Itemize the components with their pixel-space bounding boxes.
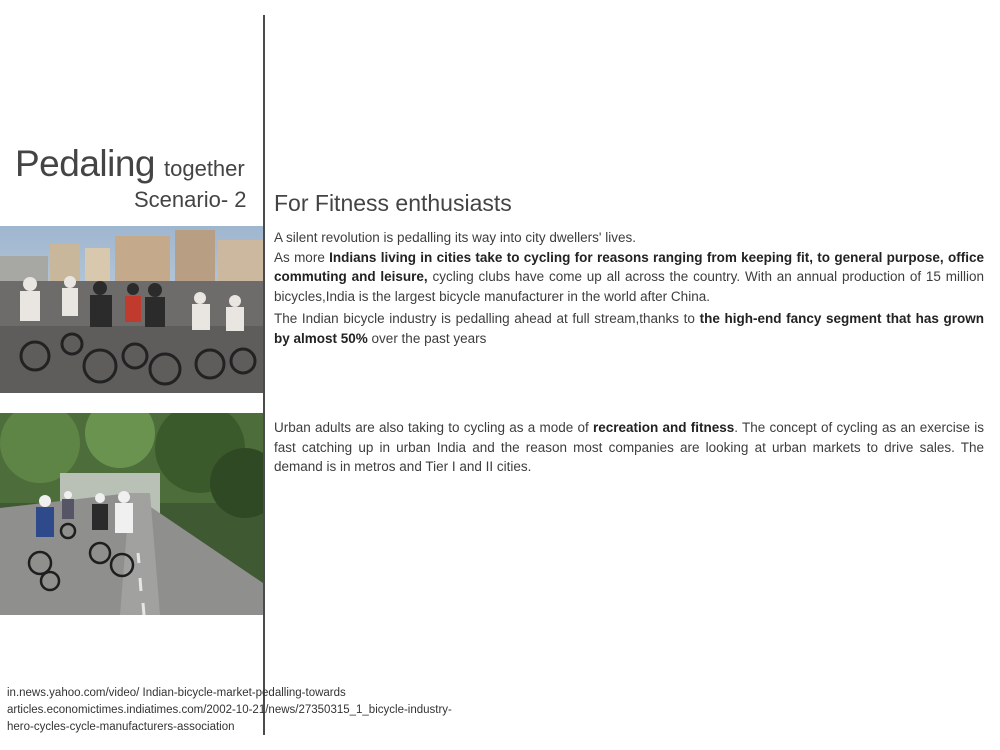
paragraph-intro [274,228,984,306]
page-title-sub: together [164,156,245,181]
urban-text-2: . The concept of cycling as an exercise is fast catching up in urban India and the reason most companies are looking at urban markets to drive sales. The demand is in metros and Tier I and II cities. [274,420,985,474]
section-heading: For Fitness enthusiasts [274,190,512,216]
intro-emphasis: Indians living in cities take to cycling for reasons ranging from keeping fit, to general purpose, office commuting and leisure, [274,249,984,284]
scenario-label: Scenario- 2 [134,187,247,212]
source-list [7,685,452,736]
photo-cycling-rally [0,226,263,393]
paragraph-urban [274,418,984,477]
industry-text-2: over the past years [367,330,487,346]
photo-cycling-road [0,413,263,615]
intro-text-1: As more [274,249,330,265]
source-line: articles.economictimes.indiatimes.com/2002-10-21/news/27350315_1_bicycle-industry- [7,704,452,716]
source-line: hero-cycles-cycle-manufacturers-association [7,721,235,733]
urban-text-1: Urban adults are also taking to cycling as a mode of [274,420,593,435]
urban-emphasis: recreation and fitness [593,420,735,435]
source-line: in.news.yahoo.com/video/ Indian-bicycle-market-pedalling-towards [7,687,346,699]
page-title: Pedaling [15,143,156,184]
paragraph-industry [274,309,984,348]
intro-text-2: cycling clubs have come up all across the country. With an annual production of 15 million bicycles,India is the largest bicycle manufacturer in the world after China. [274,269,984,304]
intro-line: A silent revolution is pedalling its way into city dwellers' lives. [274,230,636,245]
industry-text-1: The Indian bicycle industry is pedalling ahead at full stream,thanks to [274,311,700,326]
industry-emphasis: the high-end fancy segment that has grown by almost 50% [274,311,984,346]
vertical-divider [263,15,265,735]
